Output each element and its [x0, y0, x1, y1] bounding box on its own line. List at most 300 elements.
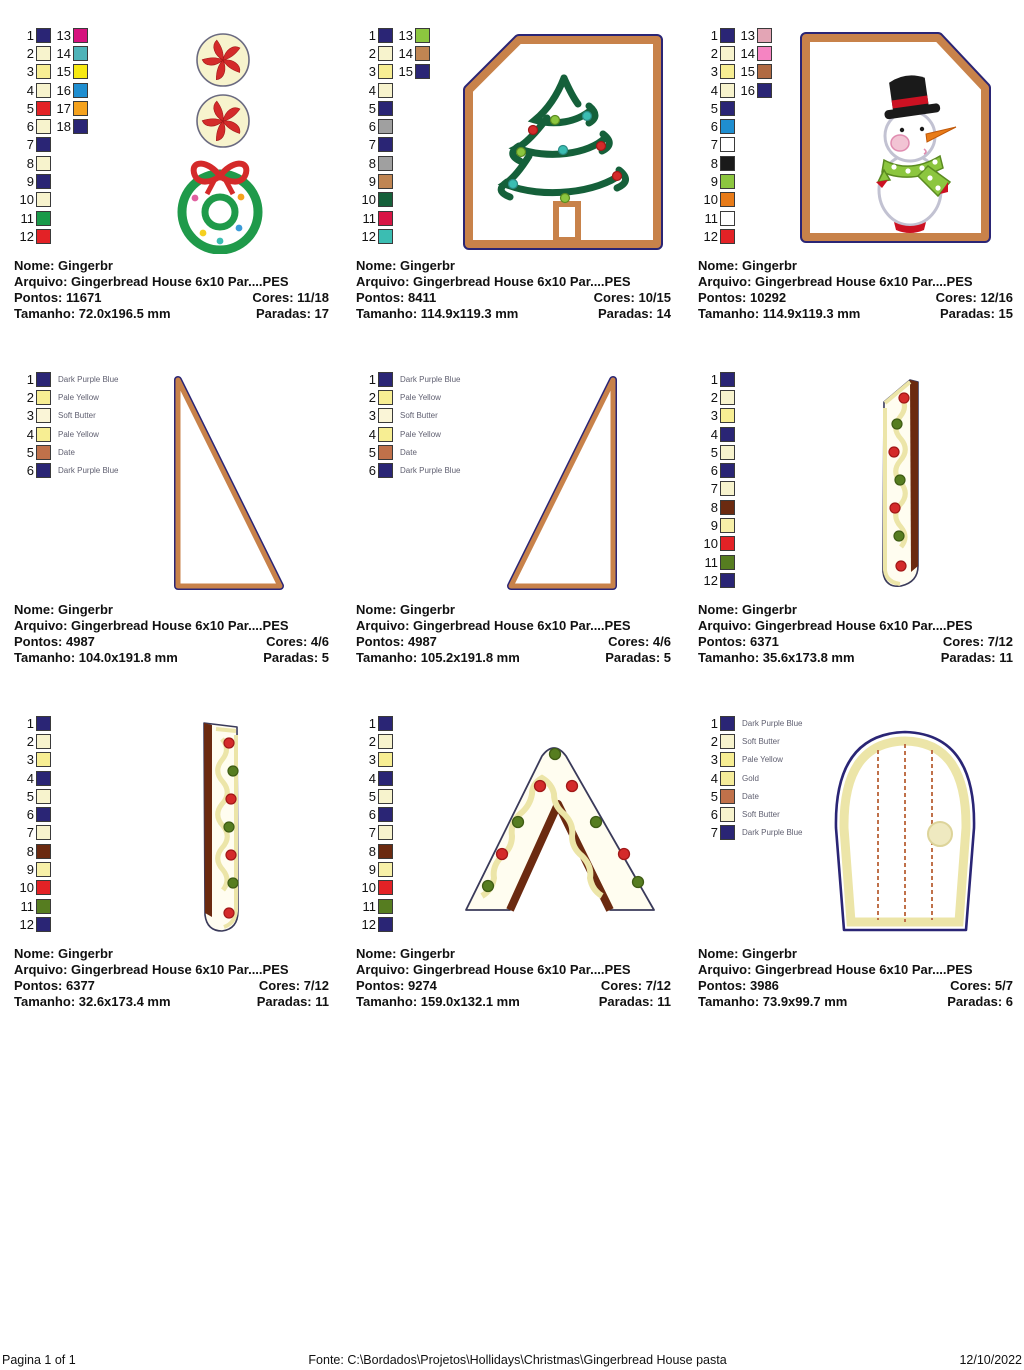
palette-number: 6: [368, 119, 376, 135]
palette-swatch: [36, 880, 51, 895]
palette-number: 7: [710, 137, 718, 153]
palette-entry: [356, 860, 393, 878]
palette-number: 9: [710, 174, 718, 190]
palette-number: 6: [710, 807, 718, 823]
palette-entry: [14, 769, 51, 787]
palette-entry: [14, 714, 51, 732]
palette-number: 4: [368, 426, 376, 442]
thread-palette: [698, 370, 735, 590]
palette-number: 9: [26, 862, 34, 878]
palette-swatch: [720, 64, 735, 79]
palette-swatch: [378, 463, 393, 478]
palette-entry: [698, 154, 735, 172]
palette-number: 7: [368, 825, 376, 841]
info-paradas: Paradas: 17: [256, 306, 329, 321]
palette-swatch: [378, 229, 393, 244]
palette-number: 3: [710, 408, 718, 424]
palette-number: 7: [710, 825, 718, 841]
palette-entry: [698, 480, 735, 498]
palette-number: 6: [710, 463, 718, 479]
palette-swatch: [720, 518, 735, 533]
palette-number: 2: [26, 389, 34, 405]
palette-entry: [14, 99, 51, 117]
palette-number: 5: [26, 788, 34, 804]
palette-number: 3: [26, 64, 34, 80]
palette-swatch: [378, 917, 393, 932]
footer-source-path: Fonte: C:\Bordados\Projetos\Hollidays\Christmas\Gingerbread House pasta: [308, 1353, 727, 1367]
design-info: [14, 602, 329, 666]
info-nome: Nome: Gingerbr: [698, 258, 797, 273]
palette-number: 5: [710, 100, 718, 116]
palette-swatch: [36, 825, 51, 840]
design-grid: [14, 22, 1013, 1040]
design-info: [698, 258, 1013, 322]
palette-number: 11: [362, 898, 376, 914]
palette-entry: [356, 824, 393, 842]
palette-entry: [14, 81, 51, 99]
info-cores: Cores: 4/6: [266, 634, 329, 649]
palette-number: 2: [710, 45, 718, 61]
palette-swatch: [36, 390, 51, 405]
palette-swatch: [36, 789, 51, 804]
design-info: [698, 946, 1013, 1010]
palette-swatch: [378, 862, 393, 877]
palette-swatch: [36, 862, 51, 877]
palette-swatch: [720, 445, 735, 460]
palette-swatch: [378, 899, 393, 914]
palette-color-name: Pale Yellow: [400, 429, 441, 439]
palette-swatch: [720, 156, 735, 171]
palette-entry: [51, 117, 88, 135]
palette-entry: [14, 44, 51, 62]
palette-entry: [14, 879, 51, 897]
palette-swatch: [720, 734, 735, 749]
palette-swatch: [415, 28, 430, 43]
info-cores: Cores: 12/16: [935, 290, 1013, 305]
palette-number: 7: [26, 137, 34, 153]
footer-page-number: Pagina 1 of 1: [2, 1353, 76, 1367]
palette-entry: [14, 461, 118, 479]
palette-number: 15: [56, 64, 71, 80]
palette-color-name: Pale Yellow: [58, 392, 99, 402]
info-arquivo: Arquivo: Gingerbread House 6x10 Par....PES: [14, 962, 289, 977]
palette-swatch: [757, 46, 772, 61]
info-nome: Nome: Gingerbr: [698, 602, 797, 617]
palette-number: 5: [368, 444, 376, 460]
design-cell-triangle-right: [356, 366, 671, 696]
info-paradas: Paradas: 5: [263, 650, 329, 665]
palette-color-name: Pale Yellow: [742, 755, 783, 765]
palette-swatch: [720, 174, 735, 189]
palette-number: 1: [710, 371, 718, 387]
info-arquivo: Arquivo: Gingerbread House 6x10 Par....PES: [356, 962, 631, 977]
palette-entry: [14, 26, 51, 44]
palette-number: 13: [56, 27, 71, 43]
palette-entry: [356, 897, 393, 915]
palette-entry: [356, 44, 393, 62]
info-cores: Cores: 5/7: [950, 978, 1013, 993]
palette-entry: [14, 751, 51, 769]
palette-entry: [698, 136, 735, 154]
thread-palette: [356, 714, 393, 934]
palette-swatch: [378, 372, 393, 387]
palette-entry: [14, 191, 51, 209]
palette-number: 10: [361, 880, 376, 896]
palette-swatch: [36, 463, 51, 478]
palette-number: 5: [710, 444, 718, 460]
info-pontos: Pontos: 4987: [356, 634, 437, 649]
palette-entry: [14, 824, 51, 842]
palette-swatch: [36, 716, 51, 731]
palette-color-name: Pale Yellow: [400, 392, 441, 402]
palette-number: 16: [56, 82, 71, 98]
palette-swatch: [720, 192, 735, 207]
palette-entry: [356, 191, 393, 209]
palette-swatch: [720, 46, 735, 61]
palette-entry: [735, 26, 772, 44]
palette-color-name: Dark Purple Blue: [400, 466, 461, 476]
palette-number: 2: [710, 733, 718, 749]
palette-swatch: [720, 101, 735, 116]
peppermint-candy-icon: [197, 34, 249, 86]
info-pontos: Pontos: 6371: [698, 634, 779, 649]
palette-entry: [51, 26, 88, 44]
palette-number: 4: [710, 770, 718, 786]
info-pontos: Pontos: 10292: [698, 290, 787, 305]
palette-color-name: Date: [58, 447, 75, 457]
palette-entry: [698, 535, 735, 553]
palette-entry: [356, 227, 393, 245]
icing-strip-design-thumbnail: [870, 374, 935, 592]
palette-color-name: Soft Butter: [58, 411, 96, 421]
palette-swatch: [720, 119, 735, 134]
info-paradas: Paradas: 6: [947, 994, 1013, 1009]
palette-swatch: [36, 372, 51, 387]
palette-number: 6: [26, 463, 34, 479]
palette-swatch: [378, 64, 393, 79]
palette-entry: [14, 842, 51, 860]
design-cell-door: [698, 710, 1013, 1040]
palette-entry: [356, 63, 393, 81]
palette-swatch: [720, 573, 735, 588]
palette-entry: [14, 915, 51, 933]
palette-number: 3: [368, 64, 376, 80]
palette-swatch: [720, 825, 735, 840]
info-nome: Nome: Gingerbr: [14, 946, 113, 961]
palette-swatch: [720, 536, 735, 551]
palette-swatch: [378, 390, 393, 405]
palette-swatch: [36, 174, 51, 189]
info-paradas: Paradas: 15: [940, 306, 1013, 321]
gable-design-thumbnail: [452, 740, 667, 918]
palette-number: 14: [740, 45, 755, 61]
palette-swatch: [36, 64, 51, 79]
palette-swatch: [378, 28, 393, 43]
palette-swatch: [36, 752, 51, 767]
info-tamanho: Tamanho: 159.0x132.1 mm: [356, 994, 520, 1009]
palette-number: 10: [361, 192, 376, 208]
info-tamanho: Tamanho: 35.6x173.8 mm: [698, 650, 855, 665]
palette-entry: [698, 824, 802, 842]
info-pontos: Pontos: 6377: [14, 978, 95, 993]
info-cores: Cores: 10/15: [593, 290, 671, 305]
candies-wreath-design-thumbnail: [174, 28, 274, 254]
palette-number: 15: [398, 64, 413, 80]
palette-entry: [356, 842, 393, 860]
palette-number: 12: [703, 228, 718, 244]
footer-date: 12/10/2022: [959, 1353, 1022, 1367]
palette-swatch: [36, 771, 51, 786]
palette-swatch: [36, 46, 51, 61]
palette-entry: [698, 99, 735, 117]
palette-number: 9: [368, 174, 376, 190]
palette-entry: [14, 154, 51, 172]
info-arquivo: Arquivo: Gingerbread House 6x10 Par....PES: [356, 618, 631, 633]
palette-number: 7: [26, 825, 34, 841]
palette-number: 4: [26, 82, 34, 98]
palette-entry: [356, 769, 393, 787]
palette-number: 7: [368, 137, 376, 153]
house-tree-design-thumbnail: [461, 32, 666, 252]
palette-swatch: [720, 481, 735, 496]
palette-number: 5: [368, 100, 376, 116]
palette-swatch: [378, 427, 393, 442]
palette-swatch: [378, 101, 393, 116]
design-cell-triangle-left: [14, 366, 329, 696]
palette-entry: [735, 81, 772, 99]
design-cell-house-snowman: [698, 22, 1013, 352]
design-info: [356, 258, 671, 322]
palette-color-name: Dark Purple Blue: [742, 718, 803, 728]
palette-entry: [356, 117, 393, 135]
page-footer: [2, 1353, 1022, 1367]
info-arquivo: Arquivo: Gingerbread House 6x10 Par....PES: [14, 618, 289, 633]
palette-number: 3: [26, 752, 34, 768]
palette-entry: [14, 63, 51, 81]
info-tamanho: Tamanho: 73.9x99.7 mm: [698, 994, 848, 1009]
palette-swatch: [378, 844, 393, 859]
palette-swatch: [720, 807, 735, 822]
palette-number: 12: [703, 572, 718, 588]
info-pontos: Pontos: 4987: [14, 634, 95, 649]
palette-number: 5: [26, 444, 34, 460]
palette-entry: [698, 63, 735, 81]
info-arquivo: Arquivo: Gingerbread House 6x10 Par....PES: [14, 274, 289, 289]
palette-entry: [356, 407, 460, 425]
palette-number: 2: [710, 389, 718, 405]
info-paradas: Paradas: 5: [605, 650, 671, 665]
palette-entry: [356, 370, 460, 388]
palette-number: 14: [398, 45, 413, 61]
palette-entry: [14, 732, 51, 750]
palette-number: 3: [710, 752, 718, 768]
palette-swatch: [36, 211, 51, 226]
palette-swatch: [720, 211, 735, 226]
thread-palette: [698, 714, 802, 842]
palette-number: 12: [361, 916, 376, 932]
palette-number: 10: [19, 192, 34, 208]
palette-number: 8: [26, 843, 34, 859]
palette-swatch: [378, 156, 393, 171]
palette-number: 10: [703, 192, 718, 208]
info-nome: Nome: Gingerbr: [14, 602, 113, 617]
info-nome: Nome: Gingerbr: [14, 258, 113, 273]
palette-number: 9: [710, 518, 718, 534]
palette-entry: [698, 191, 735, 209]
info-arquivo: Arquivo: Gingerbread House 6x10 Par....PES: [698, 274, 973, 289]
palette-number: 8: [710, 155, 718, 171]
palette-entry: [356, 388, 460, 406]
palette-entry: [698, 571, 735, 589]
info-paradas: Paradas: 11: [940, 650, 1013, 665]
palette-entry: [356, 81, 393, 99]
palette-entry: [393, 26, 430, 44]
palette-swatch: [36, 917, 51, 932]
thread-palette: [698, 26, 772, 246]
palette-entry: [698, 26, 735, 44]
palette-number: 5: [710, 788, 718, 804]
info-pontos: Pontos: 8411: [356, 290, 437, 305]
palette-swatch: [720, 771, 735, 786]
palette-entry: [14, 227, 51, 245]
palette-number: 6: [26, 119, 34, 135]
palette-number: 4: [368, 770, 376, 786]
palette-entry: [14, 117, 51, 135]
design-info: [14, 946, 329, 1010]
palette-entry: [51, 63, 88, 81]
peppermint-candy-icon: [197, 95, 249, 147]
info-nome: Nome: Gingerbr: [698, 946, 797, 961]
palette-number: 10: [19, 880, 34, 896]
palette-number: 1: [26, 371, 34, 387]
palette-swatch: [36, 119, 51, 134]
info-pontos: Pontos: 11671: [14, 290, 102, 305]
info-tamanho: Tamanho: 114.9x119.3 mm: [698, 306, 861, 321]
palette-number: 1: [26, 715, 34, 731]
palette-number: 8: [710, 499, 718, 515]
palette-swatch: [378, 211, 393, 226]
palette-entry: [698, 407, 735, 425]
palette-number: 9: [368, 862, 376, 878]
palette-entry: [356, 787, 393, 805]
info-tamanho: Tamanho: 105.2x191.8 mm: [356, 650, 520, 665]
palette-entry: [356, 915, 393, 933]
palette-entry: [698, 787, 802, 805]
palette-entry: [51, 81, 88, 99]
palette-number: 1: [368, 715, 376, 731]
palette-entry: [698, 732, 802, 750]
palette-swatch: [378, 807, 393, 822]
palette-swatch: [36, 899, 51, 914]
palette-color-name: Pale Yellow: [58, 429, 99, 439]
palette-entry: [698, 805, 802, 823]
palette-swatch: [720, 463, 735, 478]
palette-number: 1: [368, 27, 376, 43]
palette-swatch: [36, 229, 51, 244]
palette-swatch: [720, 716, 735, 731]
palette-number: 3: [368, 408, 376, 424]
palette-swatch: [757, 28, 772, 43]
palette-number: 11: [362, 210, 376, 226]
palette-entry: [698, 553, 735, 571]
info-nome: Nome: Gingerbr: [356, 602, 455, 617]
palette-swatch: [378, 825, 393, 840]
icing-gable-icon: [466, 748, 654, 910]
palette-entry: [356, 172, 393, 190]
info-paradas: Paradas: 11: [256, 994, 329, 1009]
palette-swatch: [378, 174, 393, 189]
door-knob-icon: [928, 822, 952, 846]
palette-entry: [698, 425, 735, 443]
palette-swatch: [720, 390, 735, 405]
house-snowman-design-thumbnail: [798, 30, 993, 245]
palette-number: 18: [56, 119, 71, 135]
palette-entry: [698, 751, 802, 769]
palette-swatch: [73, 64, 88, 79]
palette-swatch: [36, 734, 51, 749]
palette-entry: [735, 63, 772, 81]
palette-swatch: [378, 445, 393, 460]
palette-number: 2: [368, 733, 376, 749]
info-tamanho: Tamanho: 114.9x119.3 mm: [356, 306, 519, 321]
palette-entry: [735, 44, 772, 62]
palette-swatch: [378, 192, 393, 207]
palette-color-name: Soft Butter: [742, 736, 780, 746]
arched-door-icon: [836, 732, 974, 930]
info-tamanho: Tamanho: 32.6x173.4 mm: [14, 994, 171, 1009]
palette-number: 12: [19, 228, 34, 244]
palette-entry: [698, 117, 735, 135]
palette-entry: [698, 516, 735, 534]
palette-swatch: [36, 156, 51, 171]
palette-entry: [698, 769, 802, 787]
palette-entry: [698, 172, 735, 190]
palette-swatch: [720, 500, 735, 515]
palette-swatch: [36, 192, 51, 207]
design-cell-strip-right: [698, 366, 1013, 696]
info-nome: Nome: Gingerbr: [356, 946, 455, 961]
roof-triangle-icon: [511, 380, 613, 586]
palette-swatch: [720, 555, 735, 570]
palette-swatch: [720, 427, 735, 442]
palette-swatch: [720, 83, 735, 98]
palette-swatch: [378, 137, 393, 152]
palette-number: 3: [368, 752, 376, 768]
palette-number: 12: [361, 228, 376, 244]
palette-swatch: [378, 734, 393, 749]
palette-swatch: [36, 28, 51, 43]
palette-swatch: [73, 83, 88, 98]
door-design-thumbnail: [820, 718, 990, 936]
palette-swatch: [36, 83, 51, 98]
palette-swatch: [36, 408, 51, 423]
palette-color-name: Gold: [742, 773, 759, 783]
palette-color-name: Dark Purple Blue: [58, 374, 119, 384]
info-pontos: Pontos: 3986: [698, 978, 779, 993]
palette-entry: [698, 714, 802, 732]
palette-swatch: [757, 83, 772, 98]
palette-swatch: [73, 101, 88, 116]
palette-entry: [356, 443, 460, 461]
palette-swatch: [720, 789, 735, 804]
palette-swatch: [36, 445, 51, 460]
palette-color-name: Dark Purple Blue: [58, 466, 119, 476]
palette-entry: [356, 751, 393, 769]
design-cell-gable: [356, 710, 671, 1040]
palette-entry: [14, 787, 51, 805]
info-cores: Cores: 7/12: [258, 978, 329, 993]
icing-strip-icon: [204, 723, 238, 931]
